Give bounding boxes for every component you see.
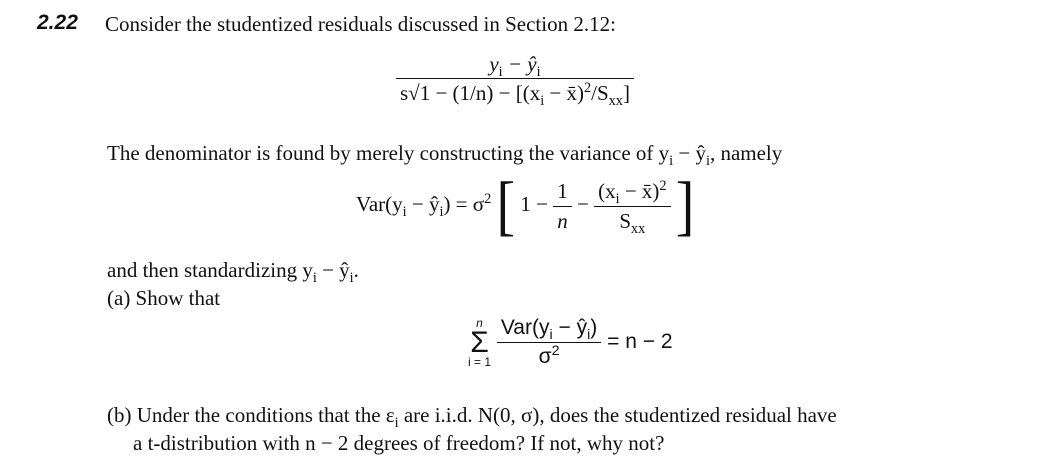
- eq1-numerator: $y_i$ − $ŷ_i$: [489, 52, 541, 81]
- eq3-fraction: $\frac{Var(y_i - ŷ_i)}{\sigma^2}$: [497, 316, 601, 369]
- left-bracket: [: [496, 168, 516, 244]
- studentized-residual-fraction: [396, 52, 634, 110]
- part-b-line-2: a t-distribution with n − 2 degrees of freedom? If not, why not?: [133, 431, 665, 455]
- eq2-lhs: $Var(y_i$ − $ŷ_i) = \sigma^2$: [356, 190, 492, 220]
- problem-number: 2.22: [37, 11, 78, 34]
- right-bracket: ]: [675, 168, 695, 244]
- eq2-one-minus: 1 −: [520, 191, 548, 216]
- eq3-rhs: = n − 2: [607, 330, 673, 354]
- part-b-line-1: (b) Under the conditions that the $\varepsilon_i$ are i.i.d. N(0, σ), does the studentized residual have: [107, 403, 837, 432]
- eq2-minus: −: [577, 191, 589, 216]
- standardizing-paragraph: and then standardizing $y_i$ − $ŷ_i$.: [107, 258, 359, 287]
- eq2-fraction-one-over-n: $\frac{1}{n}$: [553, 179, 572, 232]
- part-a-label: (a) Show that: [107, 286, 221, 310]
- sum-equation: [468, 316, 673, 369]
- denominator-paragraph: The denominator is found by merely constructing the variance of $y_i$ − $ŷ_i$, namely: [107, 141, 783, 170]
- problem-intro: Consider the studentized residuals discussed in Section 2.12:: [105, 12, 616, 36]
- eq1-denominator: $s√1 - (1/n) - [(x_i$ − $x̄)^2/S_{xx}$]: [400, 80, 630, 110]
- eq2-fraction-sxx: $\frac{(x_i - x̄)^2}{S_{xx}}$: [594, 179, 670, 232]
- studentized-residual-equation: [396, 52, 634, 110]
- summation-symbol: n Σ i = 1: [468, 316, 492, 370]
- variance-equation: [356, 168, 695, 244]
